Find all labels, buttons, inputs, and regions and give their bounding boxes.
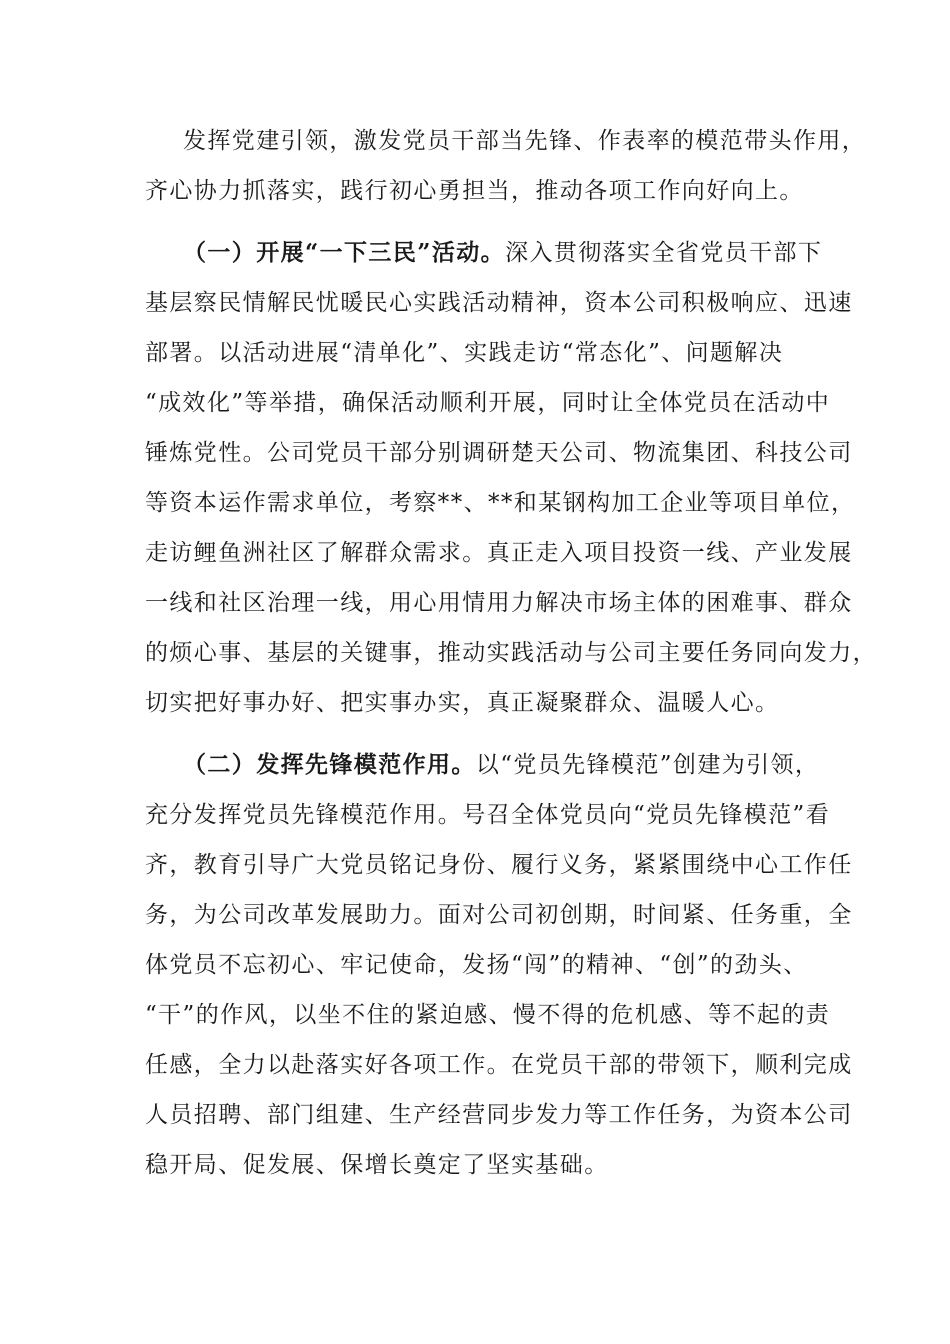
- text-line: 部署。以活动进展“清单化”、实践走访“常态化”、问题解决: [145, 340, 784, 366]
- text-line: 稳开局、促发展、保增长奠定了坚实基础。: [145, 1152, 609, 1178]
- text-line: 的烦心事、基层的关键事，推动实践活动与公司主要任务同向发力，: [145, 640, 877, 666]
- text-line: 齐心协力抓落实，践行初心勇担当，推动各项工作向好向上。: [145, 178, 804, 204]
- text-line: 一线和社区治理一线，用心用情用力解决市场主体的困难事、群众: [145, 590, 853, 616]
- text-line: 务，为公司改革发展助力。面对公司初创期，时间紧、任务重，全: [145, 902, 853, 928]
- text-line: 切实把好事办好、把实事办实，真正凝聚群众、温暖人心。: [145, 690, 780, 716]
- text-line: 等资本运作需求单位，考察**、**和某钢构加工企业等项目单位，: [145, 490, 856, 516]
- text-line: （一）开展“一下三民”活动。深入贯彻落实全省党员干部下: [183, 239, 823, 266]
- text-line: 任感，全力以赴落实好各项工作。在党员干部的带领下，顺利完成: [145, 1052, 853, 1078]
- paragraph-section-2: [145, 751, 853, 1178]
- text-line: 走访鲤鱼洲社区了解群众需求。真正走入项目投资一线、产业发展: [145, 540, 853, 566]
- text-line: 基层察民情解民忧暖民心实践活动精神，资本公司积极响应、迅速: [145, 290, 853, 316]
- document-page: [145, 128, 877, 1178]
- text-line: （二）发挥先锋模范作用。以“党员先锋模范”创建为引领，: [183, 751, 820, 778]
- section-heading: （二）发挥先锋模范作用。: [183, 751, 476, 778]
- text-line: 充分发挥党员先锋模范作用。号召全体党员向“党员先锋模范”看: [145, 802, 831, 828]
- section-heading: （一）开展“一下三民”活动。: [183, 239, 506, 266]
- text-line: 人员招聘、部门组建、生产经营同步发力等工作任务，为资本公司: [145, 1102, 853, 1128]
- text-line: 齐，教育引导广大党员铭记身份、履行义务，紧紧围绕中心工作任: [145, 852, 853, 878]
- text-line: “成效化”等举措，确保活动顺利开展，同时让全体党员在活动中: [145, 390, 831, 416]
- text-line: “干”的作风，以坐不住的紧迫感、慢不得的危机感、等不起的责: [145, 1002, 831, 1028]
- paragraph-section-1: [145, 239, 877, 716]
- text-line: 锤炼党性。公司党员干部分别调研楚天公司、物流集团、科技公司: [145, 440, 853, 466]
- text-line: 发挥党建引领，激发党员干部当先锋、作表率的模范带头作用，: [183, 128, 867, 154]
- paragraph-intro: [145, 128, 867, 204]
- text-line: 体党员不忘初心、牢记使命，发扬“闯”的精神、“创”的劲头、: [145, 952, 808, 978]
